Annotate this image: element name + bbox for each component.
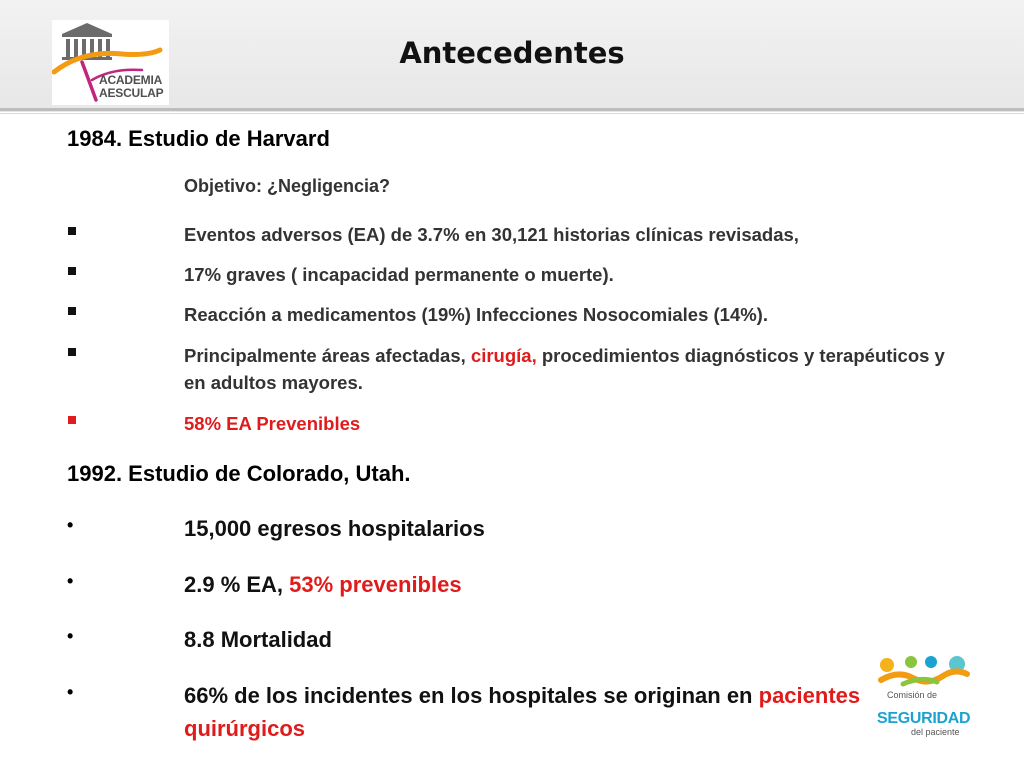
section-heading-harvard: 1984. Estudio de Harvard: [67, 126, 330, 151]
text-segment: Principalmente áreas afectadas,: [184, 345, 471, 366]
text-segment: procedimientos diagnósticos y terapéuticos y en adultos mayores.: [184, 345, 945, 393]
bullet-icon: •: [67, 682, 74, 702]
text-segment-highlight: 53% prevenibles: [289, 572, 462, 597]
list-item-text: [184, 568, 954, 601]
text-segment-highlight: cirugía,: [470, 345, 537, 366]
text-segment: 2.9 % EA,: [184, 572, 290, 597]
header-divider-thin: [0, 113, 1024, 114]
list-item-text: Eventos adversos (EA) de 3.7% en 30,121 historias clínicas revisadas,: [184, 224, 799, 245]
list-item-text: Reacción a medicamentos (19%) Infecciones Nosocomiales (14%).: [184, 304, 768, 325]
square-bullet-icon: [68, 227, 76, 235]
logo-text-seguridad: SEGURIDAD: [877, 710, 971, 727]
logo-text-comision: Comisión de: [887, 690, 938, 700]
square-bullet-icon: [68, 416, 76, 424]
list-item-text: 8.8 Mortalidad: [184, 627, 332, 652]
list-item-text: [184, 679, 864, 745]
square-bullet-icon: [68, 267, 76, 275]
section-heading-colorado: 1992. Estudio de Colorado, Utah.: [67, 461, 411, 486]
logo-text-academia: ACADEMIA: [99, 73, 163, 87]
square-bullet-icon: [68, 348, 76, 356]
text-segment: 66% de los incidentes en los hospitales se originan en: [184, 683, 759, 708]
people-icon: [873, 650, 974, 695]
seguridad-paciente-logo: [873, 650, 974, 740]
bullet-icon: •: [67, 626, 74, 646]
bullet-icon: •: [67, 515, 74, 535]
page-title: Antecedentes: [399, 36, 625, 70]
text-segment-highlight: pacientes quirúrgicos: [184, 683, 861, 741]
header-divider: [0, 108, 1024, 111]
objective-text: Objetivo: ¿Negligencia?: [184, 176, 391, 196]
logo-text-aesculap: AESCULAP: [99, 86, 164, 100]
logo-text-paciente: del paciente: [911, 727, 960, 737]
square-bullet-icon: [68, 307, 76, 315]
list-item-text: 15,000 egresos hospitalarios: [184, 516, 485, 541]
list-item-text: 17% graves ( incapacidad permanente o muerte).: [184, 264, 614, 285]
list-item-text: 58% EA Prevenibles: [184, 413, 361, 434]
list-item-text: [184, 342, 954, 396]
bullet-icon: •: [67, 571, 74, 591]
